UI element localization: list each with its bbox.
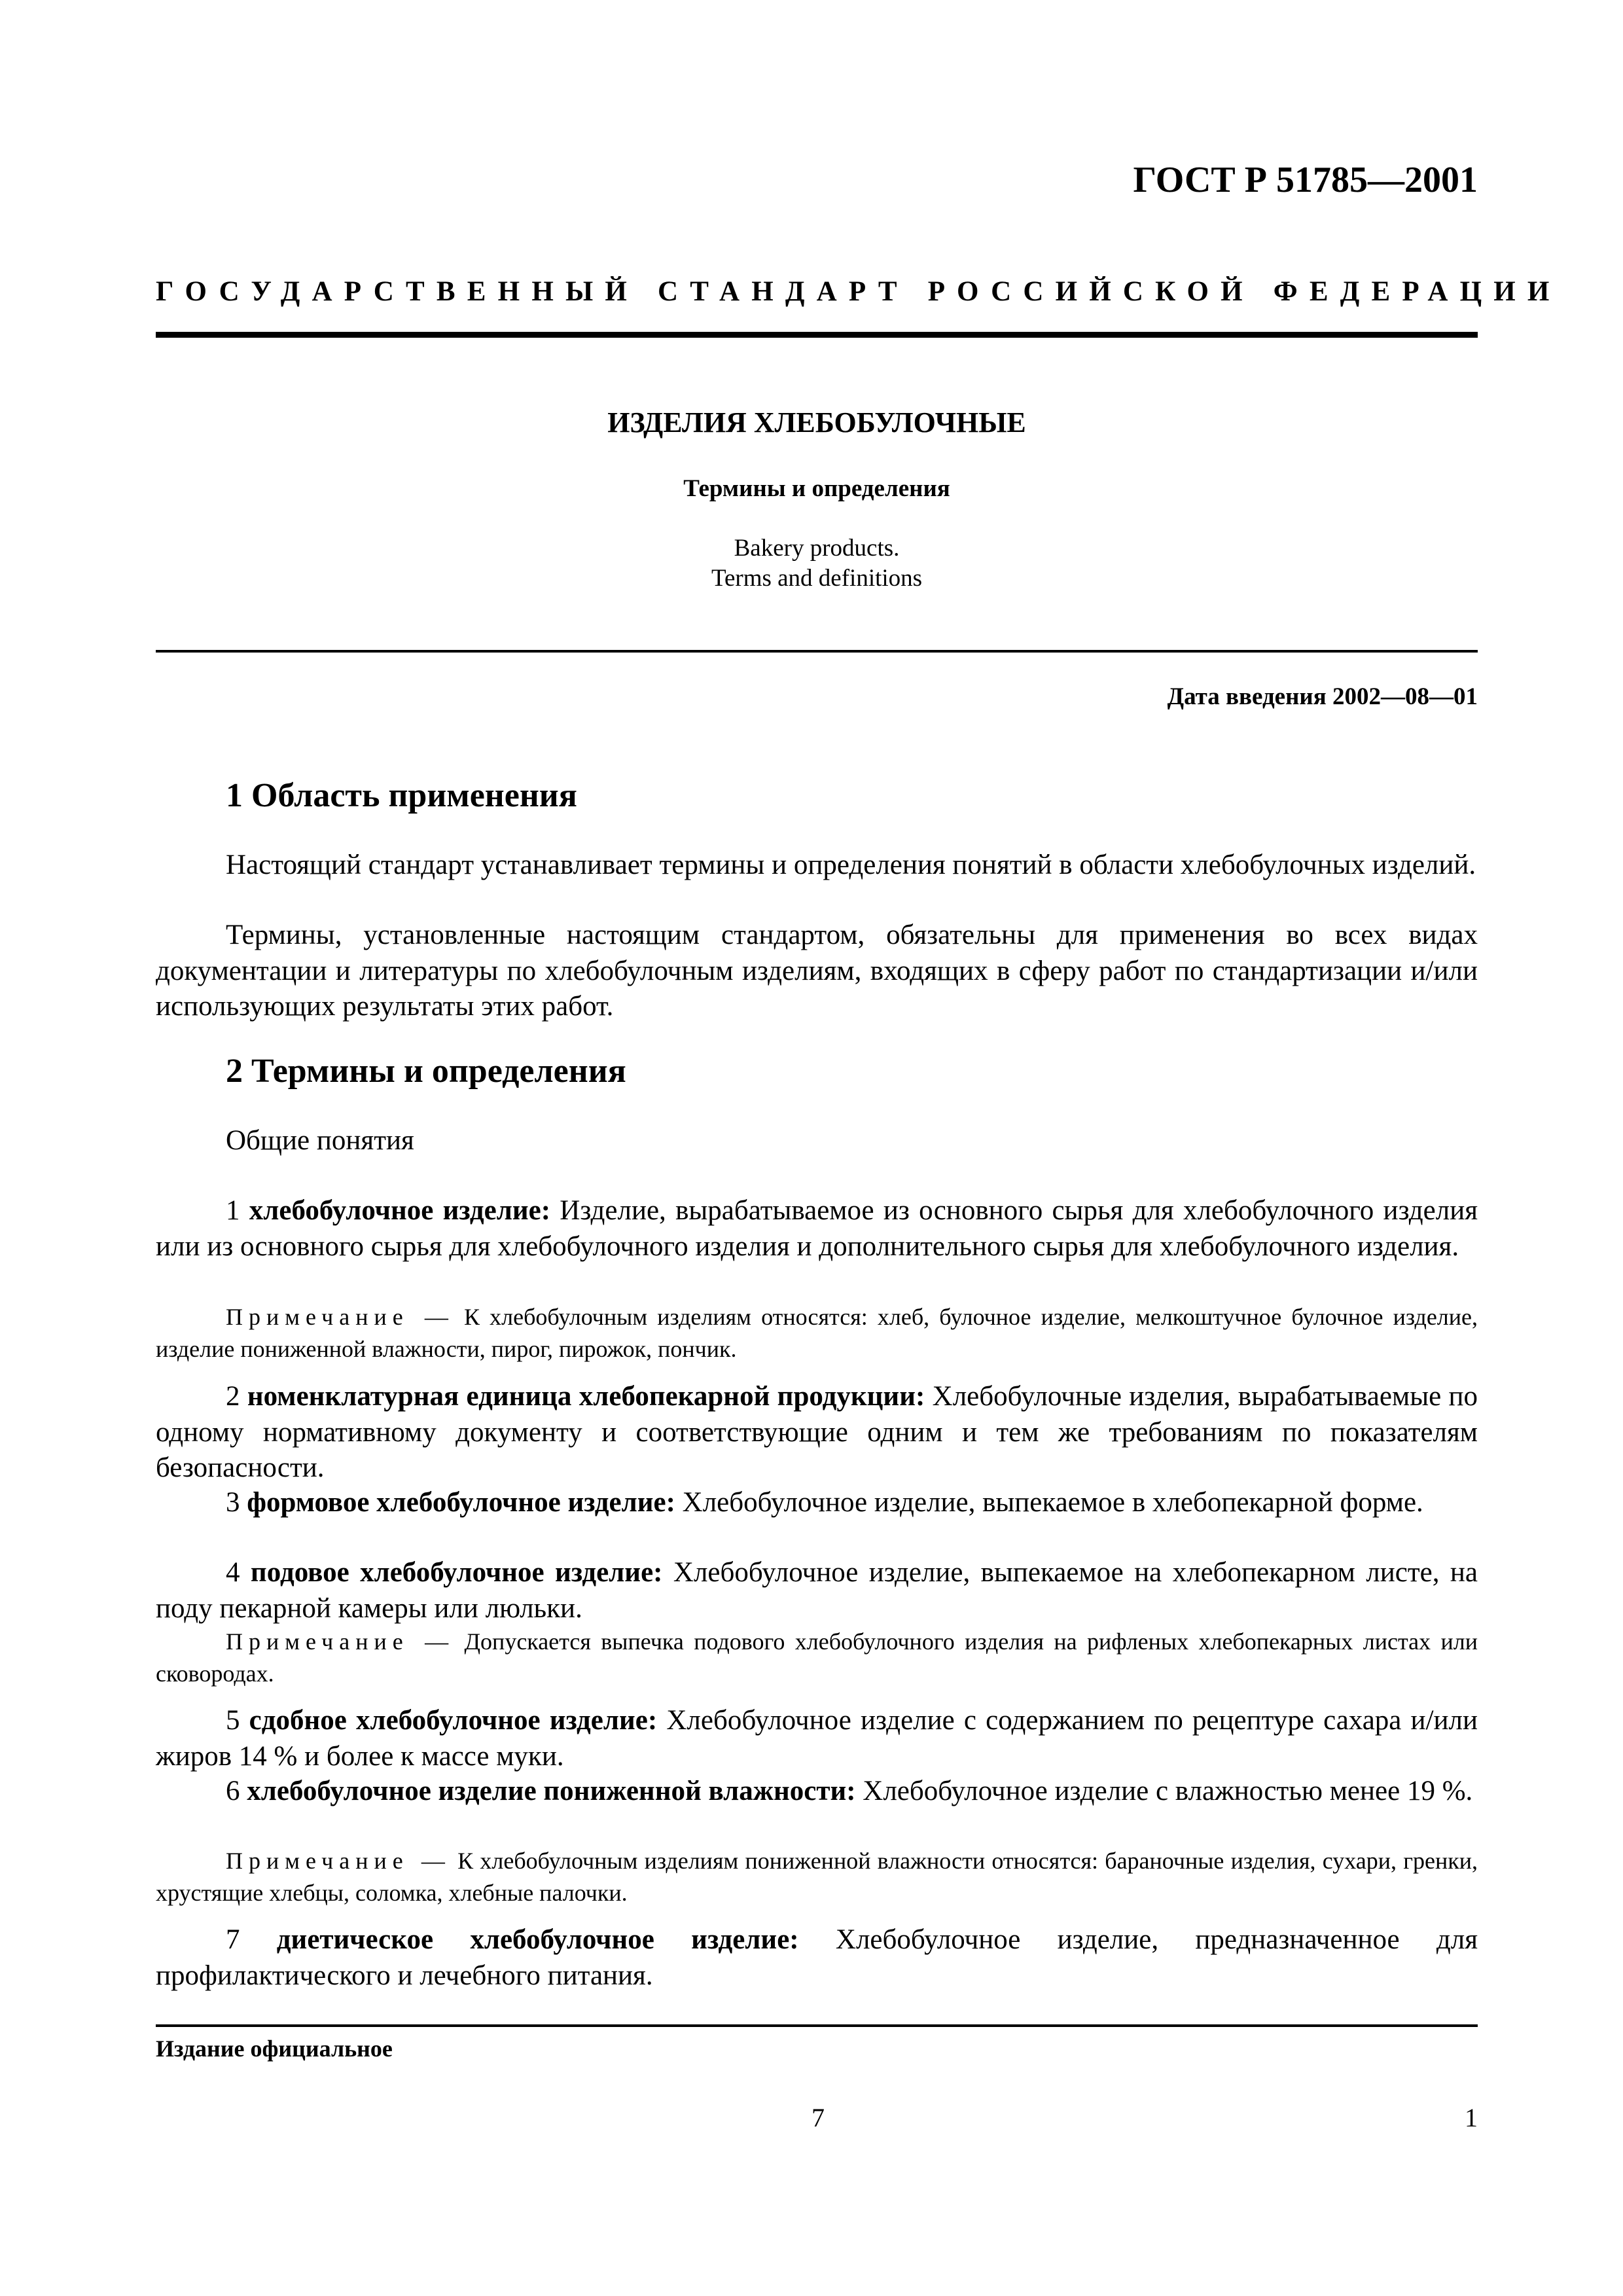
footer-divider	[156, 2024, 1478, 2027]
term-definition: Хлебобулочные изделия, вырабатываемые по одному нормативному документу и соответствующие одним и тем же требованиям по показателям безопасности.	[156, 1381, 1478, 1483]
document-title: ИЗДЕЛИЯ ХЛЕБОБУЛОЧНЫЕ	[607, 406, 1026, 439]
section-1-paragraph-2: Термины, установленные настоящим стандартом, обязательны для применения во всех видах документации и литературы по хлебобулочным изделиям, входящих в сферу работ по стандартизации и/или использующих результаты этих работ.	[156, 920, 1478, 1022]
note-label: Примечание —	[226, 1628, 455, 1655]
term-1	[156, 1193, 1478, 1265]
term-name: подовое хлебобулочное изделие:	[250, 1557, 663, 1588]
term-number: 6	[226, 1776, 240, 1806]
term-7	[156, 1922, 1478, 1994]
term-name: диетическое хлебобулочное изделие:	[276, 1924, 799, 1955]
folio-number: 7	[812, 2103, 825, 2132]
note-text: К хлебобулочным изделиям пониженной влажности относятся: бараночные изделия, сухари, гренки, хрустящие хлебцы, соломка, хлебные палочки.	[156, 1848, 1478, 1906]
term-definition: Хлебобулочное изделие, выпекаемое в хлебопекарной форме.	[682, 1487, 1423, 1518]
section-1-paragraph-1: Настоящий стандарт устанавливает термины и определения понятий в области хлебобулочных изделий.	[226, 850, 1476, 880]
term-number: 1	[226, 1195, 240, 1226]
note-label: Примечание —	[226, 1304, 454, 1330]
term-4	[156, 1555, 1478, 1626]
term-2	[156, 1379, 1478, 1486]
title-divider	[156, 650, 1478, 653]
document-subtitle: Термины и определения	[683, 475, 950, 502]
term-number: 2	[226, 1381, 240, 1412]
term-3	[156, 1485, 1478, 1521]
term-number: 3	[226, 1487, 240, 1518]
term-name: сдобное хлебобулочное изделие:	[249, 1705, 658, 1736]
term-name: формовое хлебобулочное изделие:	[247, 1487, 675, 1518]
term-number: 5	[226, 1705, 240, 1736]
term-definition: Изделие, вырабатываемое из основного сырья для хлебобулочного изделия или из основного сырья для хлебобулочного изделия и дополнительного сырья для хлебобулочного изделия.	[156, 1195, 1478, 1262]
term-definition: Хлебобулочное изделие, выпекаемое на хлебопекарном листе, на поду пекарной камеры или люльки.	[156, 1557, 1478, 1624]
term-6-note	[156, 1845, 1478, 1909]
term-name: хлебобулочное изделие:	[249, 1195, 551, 1226]
term-5	[156, 1703, 1478, 1774]
official-edition-label: Издание официальное	[156, 2036, 393, 2062]
note-label: Примечание —	[226, 1848, 451, 1874]
term-number: 7	[226, 1924, 240, 1955]
note-text: Допускается выпечка подового хлебобулочного изделия на рифленых хлебопекарных листах или сковородах.	[156, 1628, 1478, 1687]
english-title-line-1: Bakery products.	[734, 535, 900, 562]
term-name: номенклатурная единица хлебопекарной продукции:	[247, 1381, 925, 1412]
introduction-date: Дата введения 2002—08—01	[1167, 683, 1478, 710]
term-definition: Хлебобулочное изделие, предназначенное для профилактического и лечебного питания.	[156, 1924, 1478, 1991]
header-divider	[156, 332, 1478, 338]
term-number: 4	[226, 1557, 240, 1588]
general-concepts-label: Общие понятия	[226, 1125, 414, 1156]
english-title	[156, 533, 1478, 594]
document-number: ГОСТ Р 51785—2001	[1133, 160, 1478, 200]
page-number: 1	[1465, 2103, 1478, 2132]
term-4-note	[156, 1626, 1478, 1690]
term-definition: Хлебобулочное изделие с содержанием по рецептуре сахара и/или жиров 14 % и более к массе муки.	[156, 1705, 1478, 1772]
term-name: хлебобулочное изделие пониженной влажности:	[247, 1776, 856, 1806]
section-2-heading: 2 Термины и определения	[226, 1052, 626, 1090]
term-definition: Хлебобулочное изделие с влажностью менее 19 %.	[863, 1776, 1473, 1806]
term-1-note	[156, 1301, 1478, 1365]
note-text: К хлебобулочным изделиям относятся: хлеб, булочное изделие, мелкоштучное булочное изделие, изделие пониженной влажности, пирог, пирожок, пончик.	[156, 1304, 1478, 1362]
term-6	[156, 1774, 1478, 1810]
section-1-heading: 1 Область применения	[226, 777, 577, 814]
state-standard-banner: ГОСУДАРСТВЕННЫЙ СТАНДАРТ РОССИЙСКОЙ ФЕДЕРАЦИИ	[156, 276, 1561, 307]
english-title-line-2: Terms and definitions	[711, 565, 923, 592]
